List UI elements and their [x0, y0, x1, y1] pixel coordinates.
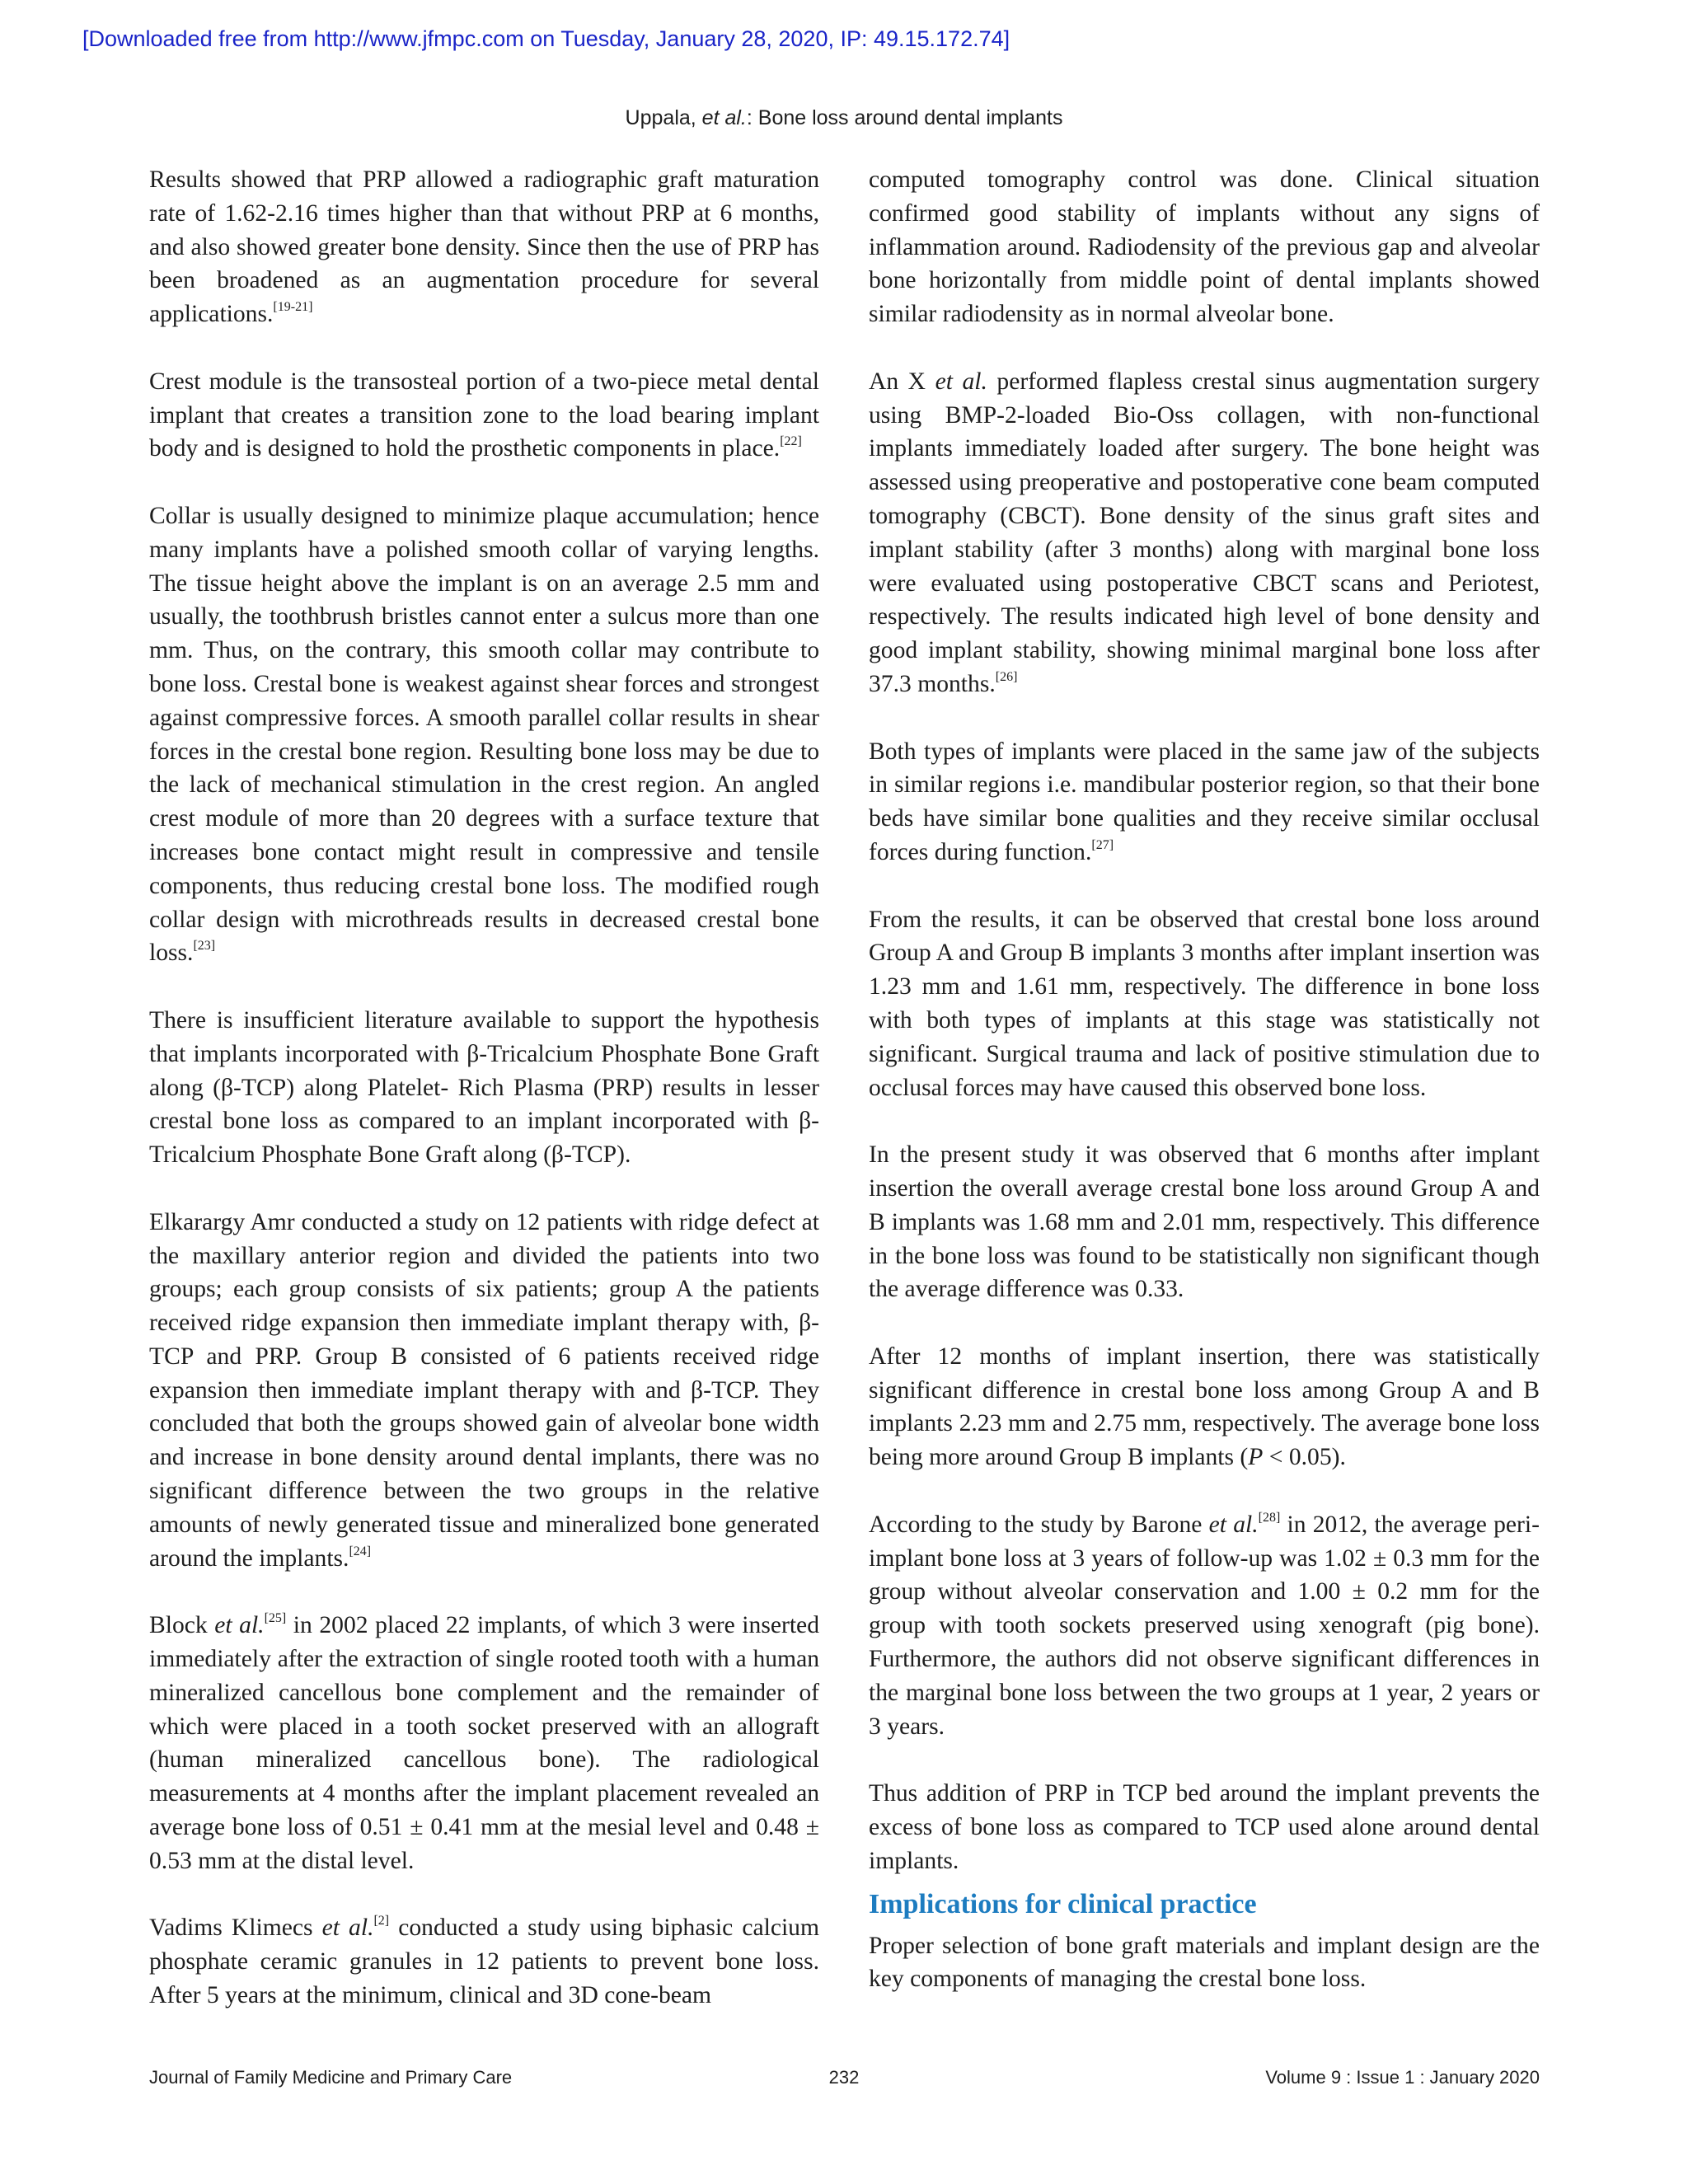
footer-page-number: 232 [828, 2067, 860, 2088]
paragraph-text: After 12 months of implant insertion, there was statistically significant difference in crestal bone loss among Group A and B implants 2.23 mm and 2.75 mm, respectively. The average bone loss being more around Group B implants ( [869, 1343, 1540, 1471]
paragraph-text: performed flapless crestal sinus augmentation surgery using BMP-2-loaded Bio-Oss collagen, with non-functional implants immediately loaded after surgery. The bone height was assessed using preoperative and postoperative cone beam computed tomography (CBCT). Bone density of the sinus graft sites and implant stability (after 3 months) along with marginal bone loss were evaluated using postoperative CBCT scans and Periotest, respectively. The results indicated high level of bone density and good implant stability, showing minimal marginal bone loss after 37.3 months. [869, 368, 1540, 697]
paragraph-text: Both types of implants were placed in the same jaw of the subjects in similar regions i.e. mandibular posterior region, so that their bone beds have similar bone qualities and they receive similar occlusal forces during function. [869, 738, 1540, 865]
paragraph-six-month-results [869, 1138, 1540, 1306]
citation-ref: [19-21] [273, 300, 313, 315]
citation-ref: [26] [995, 669, 1018, 684]
paragraph-text: Proper selection of bone graft materials and implant design are the key components of managing the crestal bone loss. [869, 1932, 1540, 1993]
etal-italic: et al. [321, 1915, 374, 1942]
etal-italic: et al. [935, 368, 987, 395]
running-head-title: : Bone loss around dental implants [746, 106, 1063, 129]
paragraph-an-x-study [869, 365, 1540, 701]
paragraph-prp-results [149, 163, 819, 331]
paragraph-text: Elkarargy Amr conducted a study on 12 patients with ridge defect at the maxillary anterior region and divided the patients into two groups; each group consists of six patients; group A the patients received ridge expansion then immediate implant therapy with, β-TCP and PRP. Group B consisted of 6 patients received ridge expansion then immediate implant therapy with and β-TCP. They concluded that both the groups showed gain of alveolar bone width and increase in bone density around dental implants, there was no significant difference between the two groups in the relative amounts of newly generated tissue and mineralized bone generated around the implants. [149, 1208, 819, 1572]
running-head [0, 106, 1688, 130]
citation-ref: [2] [373, 1914, 390, 1929]
footer-journal-name: Journal of Family Medicine and Primary Care [149, 2067, 513, 2088]
paragraph-block-study [149, 1609, 819, 1877]
running-head-author: Uppala, [625, 106, 702, 129]
etal-italic: et al. [1208, 1511, 1259, 1538]
p-value-italic: P [1248, 1444, 1264, 1471]
paragraph-lead: According to the study by Barone [869, 1511, 1209, 1538]
citation-ref: [22] [780, 434, 802, 449]
paragraph-text: in 2012, the average peri-implant bone loss at 3 years of follow-up was 1.02 ± 0.3 mm for the group without alveolar conservation and 1.00 ± 0.2 mm for the group with tooth sockets preserved using xenograft (pig bone). Furthermore, the authors did not observe significant differences in the marginal bone loss between the two groups at 1 year, 2 years or 3 years. [869, 1511, 1540, 1740]
paragraph-crest-module [149, 365, 819, 466]
paragraph-barone-study [869, 1508, 1540, 1744]
paragraph-text: Collar is usually designed to minimize plaque accumulation; hence many implants have a polished smooth collar of varying lengths. The tissue height above the implant is on an average 2.5 mm and usually, the toothbrush bristles cannot enter a sulcus more than one mm. Thus, on the contrary, this smooth collar may contribute to bone loss. Crestal bone is weakest against shear forces and strongest against compressive forces. A smooth parallel collar results in shear forces in the crestal bone region. Resulting bone loss may be due to the lack of mechanical stimulation in the crest region. An angled crest module of more than 20 degrees with a surface texture that increases bone contact might result in compressive and tensile components, thus reducing crestal bone loss. The modified rough collar design with microthreads results in decreased crestal bone loss. [149, 502, 819, 967]
paragraph-klimecs-study [149, 1911, 819, 2012]
paragraph-cbct-control [869, 163, 1540, 331]
paragraph-text: In the present study it was observed that 6 months after implant insertion the overall average crestal bone loss around Group A and B implants was 1.68 mm and 2.01 mm, respectively. This difference in the bone loss was found to be statistically non significant though the average difference was 0.33. [869, 1141, 1540, 1303]
right-column [869, 163, 1540, 1996]
paragraph-text: conducted a study using biphasic calcium phosphate ceramic granules in 12 patients to prevent bone loss. After 5 years at the minimum, clinical and 3D cone-beam [149, 1915, 819, 2009]
paragraph-prp-conclusion [869, 1777, 1540, 1877]
citation-ref: [27] [1091, 837, 1114, 852]
paragraph-text: There is insufficient literature available to support the hypothesis that implants incorporated with β-Tricalcium Phosphate Bone Graft along (β-TCP) along Platelet- Rich Plasma (PRP) results in lesser crestal bone loss as compared to an implant incorporated with β-Tricalcium Phosphate Bone Graft along (β-TCP). [149, 1006, 819, 1169]
paragraph-text: Results showed that PRP allowed a radiographic graft maturation rate of 1.62-2.16 times higher than that without PRP at 6 months, and also showed greater bone density. Since then the use of PRP has been broadened as an augmentation procedure for several applications. [149, 166, 819, 328]
citation-ref: [28] [1258, 1510, 1281, 1525]
citation-ref: [23] [193, 939, 216, 954]
citation-ref: [25] [264, 1611, 287, 1626]
paragraph-implant-types [869, 735, 1540, 869]
paragraph-twelve-month-results [869, 1340, 1540, 1474]
paragraph-text: Crest module is the transosteal portion of a two-piece metal dental implant that creates a transition zone to the load bearing implant body and is designed to hold the prosthetic components in place. [149, 368, 819, 462]
paragraph-hypothesis [149, 1004, 819, 1172]
paragraph-text: in 2002 placed 22 implants, of which 3 were inserted immediately after the extraction of single rooted tooth with a human mineralized cancellous bone complement and the remainder of which were placed in a tooth socket preserved with an allograft (human mineralized cancellous bone). The radiological measurements at 4 months after the implant placement revealed an average bone loss of 0.51 ± 0.41 mm at the mesial level and 0.48 ± 0.53 mm at the distal level. [149, 1612, 819, 1874]
paragraph-lead: An X [869, 368, 935, 395]
download-banner: [Downloaded free from http://www.jfmpc.com on Tuesday, January 28, 2020, IP: 49.15.172.74] [82, 26, 1010, 51]
paragraph-text: computed tomography control was done. Clinical situation confirmed good stability of implants without any signs of inflammation around. Radiodensity of the previous gap and alveolar bone horizontally from middle point of dental implants showed similar radiodensity as in normal alveolar bone. [869, 166, 1540, 328]
paragraph-lead: Vadims Klimecs [149, 1915, 322, 1942]
running-head-etal: et al. [701, 106, 747, 129]
footer-issue-info: Volume 9 : Issue 1 : January 2020 [1265, 2067, 1540, 2088]
paragraph-text-end: < 0.05). [1263, 1444, 1346, 1471]
paragraph-elkarargy-study [149, 1206, 819, 1576]
paragraph-implications [869, 1929, 1540, 1997]
section-heading-implications: Implications for clinical practice [869, 1888, 1257, 1919]
paragraph-lead: Block [149, 1612, 215, 1639]
paragraph-text: From the results, it can be observed that crestal bone loss around Group A and Group B implants 3 months after implant insertion was 1.23 mm and 1.61 mm, respectively. The difference in bone loss with both types of implants at this stage was statistically not significant. Surgical trauma and lack of positive stimulation due to occlusal forces may have caused this observed bone loss. [869, 906, 1540, 1101]
paragraph-collar-design [149, 499, 819, 970]
citation-ref: [24] [349, 1544, 372, 1558]
etal-italic: et al. [214, 1612, 265, 1639]
left-column [149, 163, 819, 2013]
paragraph-three-month-results [869, 903, 1540, 1105]
paragraph-text: Thus addition of PRP in TCP bed around the implant prevents the excess of bone loss as compared to TCP used alone around dental implants. [869, 1780, 1540, 1874]
